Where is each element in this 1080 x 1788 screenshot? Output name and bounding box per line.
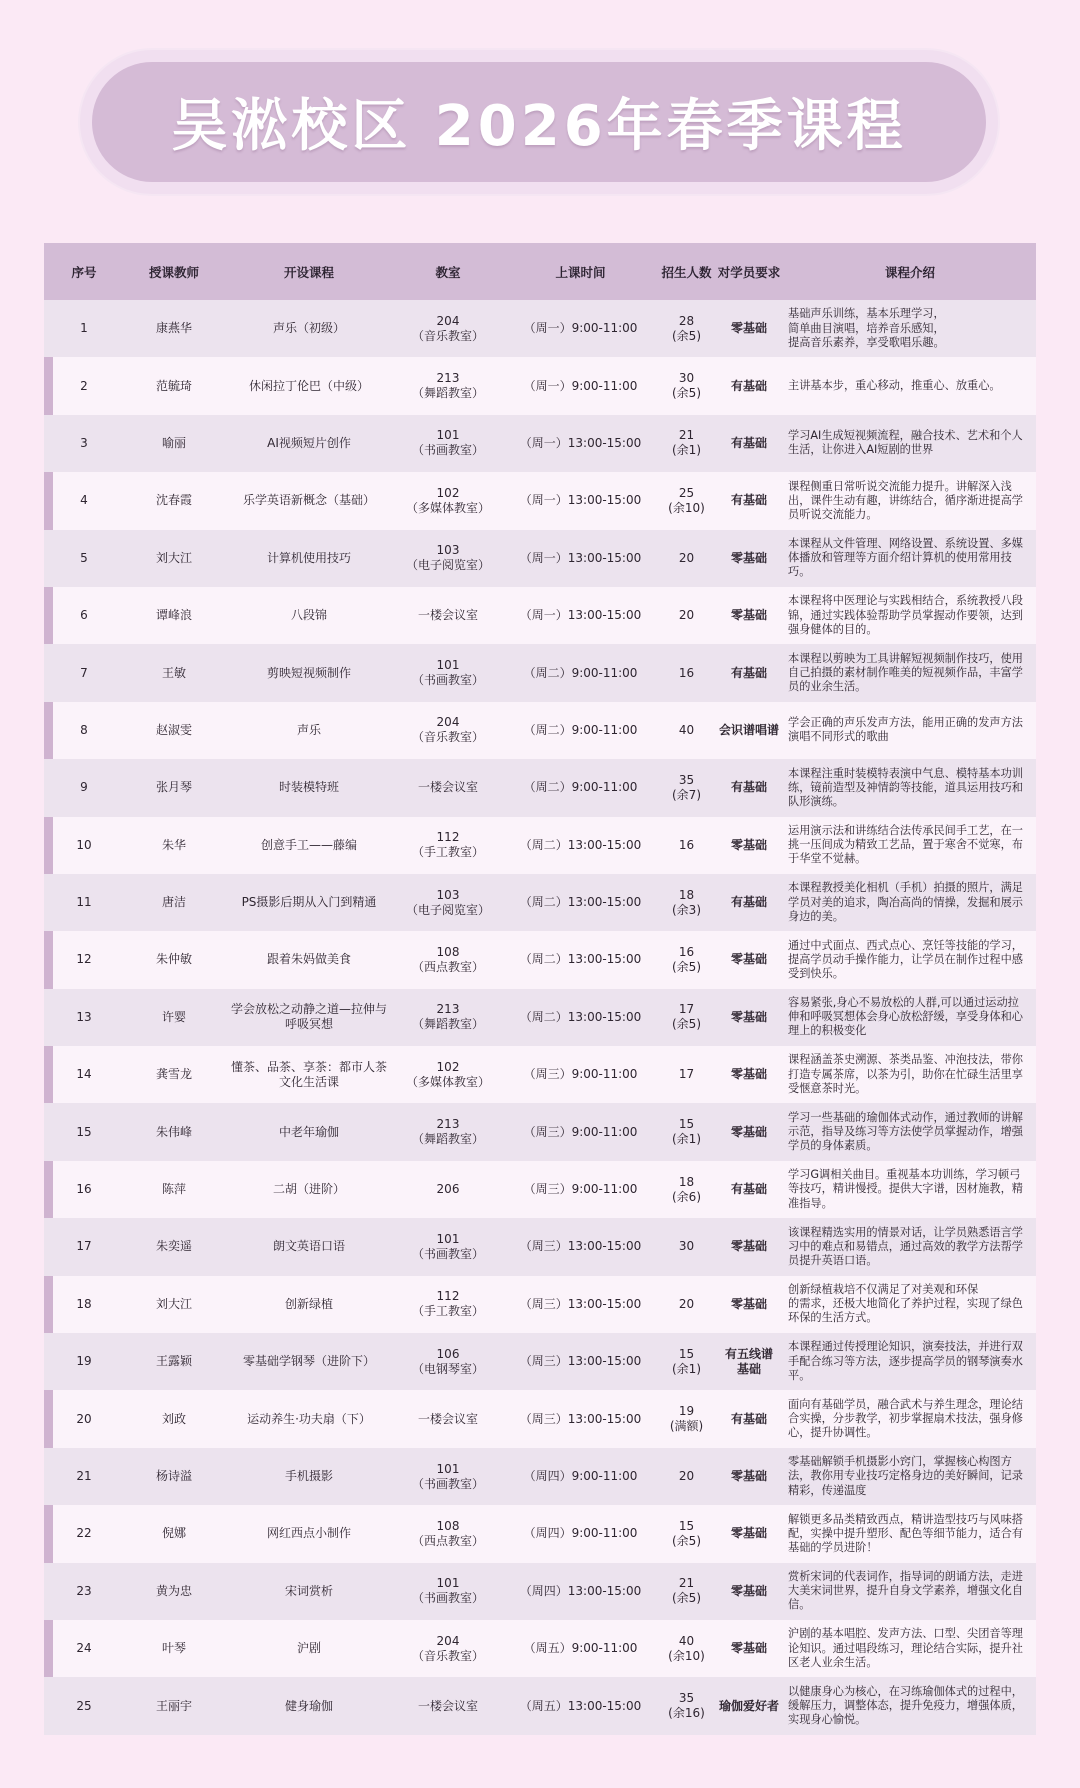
cell-no: 16 [76, 1182, 92, 1197]
cell-room: 106 （电钢琴室） [411, 1346, 484, 1376]
cell-room: 112 （手工教室） [411, 1289, 484, 1319]
cell-time: （周一）9:00-11:00 [523, 321, 638, 336]
cell-time: （周四）9:00-11:00 [523, 1526, 638, 1541]
cell-intro: 创新绿植栽培不仅满足了对美观和环保 的需求，还极大地简化了养护过程，实现了绿色环保的生活方式。 [788, 1283, 1023, 1325]
cell-quota: 21 (余5) [672, 1576, 701, 1606]
header-intro: 课程介绍 [884, 264, 935, 280]
cell-intro: 沪剧的基本唱腔、发声方法、口型、尖团音等理论知识。通过唱段练习，理论结合实际，提升社区老人业余生活。 [788, 1627, 1023, 1669]
cell-no: 9 [80, 780, 88, 795]
cell-room: 206 [436, 1182, 460, 1197]
cell-course: 计算机使用技巧 [266, 550, 351, 565]
cell-teacher: 龚雪龙 [155, 1067, 192, 1082]
cell-room: 213 （舞蹈教室） [411, 1002, 484, 1032]
cell-no: 1 [80, 321, 88, 336]
table-row [44, 357, 1036, 414]
table-row [44, 931, 1036, 988]
cell-teacher: 朱奕遥 [155, 1239, 192, 1254]
cell-quota: 15 (余5) [672, 1518, 701, 1548]
cell-quota: 20 [678, 608, 695, 623]
cell-intro: 课程涵盖茶史溯源、茶类品鉴、冲泡技法，带你打造专属茶席，以茶为引，助你在忙碌生活里享受惬意茶时光。 [788, 1053, 1023, 1095]
cell-room: 213 （舞蹈教室） [411, 1117, 484, 1147]
cell-course: 网红西点小制作 [266, 1526, 351, 1541]
table-row [44, 1620, 1036, 1677]
cell-teacher: 张月琴 [155, 780, 192, 795]
cell-teacher: 杨诗溢 [155, 1469, 192, 1483]
cell-room: 101 （书画教室） [411, 1576, 484, 1606]
cell-requirement: 有基础 [730, 1182, 767, 1197]
cell-quota: 25 (余10) [668, 485, 705, 515]
cell-requirement: 有基础 [730, 780, 767, 795]
cell-quota: 18 (余3) [672, 887, 701, 917]
cell-requirement: 有基础 [730, 1411, 767, 1426]
cell-room: 103 （电子阅览室） [405, 543, 490, 573]
cell-course: 声乐（初级） [272, 321, 345, 336]
cell-requirement: 零基础 [730, 1067, 767, 1082]
table-row [44, 1103, 1036, 1160]
cell-time: （周四）9:00-11:00 [523, 1469, 638, 1483]
cell-teacher: 沈春霞 [155, 493, 192, 508]
cell-time: （周二）13:00-15:00 [519, 952, 642, 967]
cell-course: 学会放松之动静之道—拉伸与呼吸冥想 [230, 1002, 387, 1032]
cell-teacher: 许婴 [161, 1009, 186, 1024]
cell-course: PS摄影后期从入门到精通 [241, 895, 377, 910]
cell-no: 20 [76, 1411, 92, 1426]
cell-intro: 学习一些基础的瑜伽体式动作，通过教师的讲解示范，指导及练习等方法使学员掌握动作，增强学员的身体素质。 [788, 1110, 1023, 1153]
cell-time: （周一）13:00-15:00 [519, 435, 642, 450]
cell-room: 108 （西点教室） [411, 944, 484, 974]
cell-time: （周二）9:00-11:00 [523, 780, 638, 795]
cell-requirement: 零基础 [730, 1239, 767, 1254]
cell-teacher: 朱华 [161, 837, 186, 852]
cell-room: 103 （电子阅览室） [405, 887, 490, 917]
cell-no: 15 [76, 1124, 92, 1139]
cell-intro: 以健康身心为核心，在习练瑜伽体式的过程中，缓解压力，调整体态，提升免疫力，增强体质，实现身心愉悦。 [788, 1684, 1023, 1727]
cell-intro: 零基础解锁手机摄影小窍门，掌握核心构图方法，教你用专业技巧定格身边的美好瞬间，记录精彩，传递温度 [788, 1455, 1023, 1497]
cell-course: 运动养生·功夫扇（下） [247, 1411, 371, 1426]
cell-teacher: 王丽宇 [155, 1698, 192, 1713]
cell-quota: 16 [678, 837, 695, 852]
cell-requirement: 零基础 [730, 321, 767, 336]
header-teacher: 授课教师 [148, 264, 199, 280]
cell-intro: 解锁更多品类精致西点，精讲造型技巧与风味搭配，实操中提升塑形、配色等细节能力，适合有基础的学员进阶！ [788, 1512, 1023, 1554]
cell-teacher: 康燕华 [155, 321, 192, 336]
title-banner [92, 62, 986, 182]
table-row [44, 702, 1036, 759]
row-accent-bar [44, 587, 53, 644]
cell-room: 一楼会议室 [417, 780, 478, 795]
cell-room: 204 （音乐教室） [411, 313, 484, 343]
cell-time: （周五）9:00-11:00 [523, 1641, 638, 1656]
cell-quota: 30 (余5) [672, 371, 701, 401]
cell-time: （周五）13:00-15:00 [519, 1698, 642, 1713]
table-row [44, 874, 1036, 931]
cell-no: 10 [76, 837, 92, 852]
header-room: 教室 [435, 264, 461, 280]
cell-teacher: 喻丽 [161, 435, 186, 450]
cell-room: 204 （音乐教室） [411, 715, 484, 745]
table-row [44, 1563, 1036, 1620]
cell-requirement: 零基础 [730, 837, 767, 852]
cell-course: 手机摄影 [284, 1469, 333, 1483]
cell-teacher: 范毓琦 [155, 378, 192, 393]
row-accent-bar [44, 931, 53, 988]
cell-room: 一楼会议室 [417, 608, 478, 623]
cell-requirement: 有五线谱 基础 [724, 1346, 773, 1376]
table-row [44, 1390, 1036, 1447]
table-row [44, 817, 1036, 874]
cell-intro: 运用演示法和讲练结合法传承民间手工艺，在一挑一压间成为精致工艺品，置于寒舍不觉寒，布于华堂不觉赫。 [788, 823, 1023, 866]
cell-intro: 本课程以剪映为工具讲解短视频制作技巧，使用自己拍摄的素材制作唯美的短视频作品，丰富学员的业余生活。 [788, 651, 1023, 694]
cell-room: 204 （音乐教室） [411, 1633, 484, 1663]
cell-no: 4 [80, 493, 88, 508]
cell-no: 19 [76, 1354, 92, 1369]
cell-intro: 通过中式面点、西式点心、烹饪等技能的学习，提高学员动手操作能力，让学员在制作过程中感受到快乐。 [788, 938, 1023, 981]
cell-time: （周一）9:00-11:00 [523, 378, 638, 393]
cell-time: （周二）9:00-11:00 [523, 722, 638, 737]
page-title: 吴淞校区 2026年春季课程 [171, 94, 907, 159]
cell-intro: 基础声乐训练，基本乐理学习， 简单曲目演唱，培养音乐感知， 提高音乐素养，享受歌唱乐趣。 [788, 307, 945, 349]
table-row [44, 1046, 1036, 1103]
cell-no: 8 [80, 722, 88, 737]
cell-no: 17 [76, 1239, 92, 1254]
cell-quota: 19 (满额) [669, 1404, 704, 1434]
cell-teacher: 朱伟峰 [155, 1124, 192, 1139]
table-row [44, 1218, 1036, 1275]
cell-course: 朗文英语口语 [272, 1239, 345, 1254]
cell-quota: 35 (余16) [668, 1691, 705, 1721]
cell-quota: 40 [678, 722, 695, 737]
row-accent-bar [44, 472, 53, 529]
cell-no: 22 [76, 1526, 92, 1541]
cell-teacher: 唐洁 [161, 895, 186, 910]
cell-quota: 17 [678, 1067, 695, 1082]
table-row [44, 1505, 1036, 1562]
table-row [44, 644, 1036, 701]
row-accent-bar [44, 1276, 53, 1333]
cell-teacher: 黄为忠 [155, 1583, 192, 1598]
cell-teacher: 刘大江 [155, 1296, 192, 1311]
cell-no: 11 [76, 895, 92, 910]
header-time: 上课时间 [555, 264, 606, 280]
cell-time: （周四）13:00-15:00 [519, 1583, 642, 1598]
cell-intro: 课程侧重日常听说交流能力提升。讲解深入浅出，课件生动有趣，讲练结合，循序渐进提高学员听说交流能力。 [788, 479, 1023, 521]
cell-course: AI视频短片创作 [267, 435, 351, 450]
cell-no: 14 [76, 1067, 92, 1082]
row-accent-bar [44, 1620, 53, 1677]
cell-course: 创意手工——藤编 [260, 837, 357, 852]
cell-course: 声乐 [296, 722, 321, 737]
cell-room: 一楼会议室 [417, 1411, 478, 1426]
cell-room: 112 （手工教室） [411, 830, 484, 860]
cell-quota: 18 (余6) [672, 1174, 701, 1204]
cell-requirement: 有基础 [730, 665, 767, 680]
cell-room: 213 （舞蹈教室） [411, 371, 484, 401]
cell-intro: 本课程从文件管理、网络设置、系统设置、多媒体播放和管理等方面介绍计算机的使用常用技巧。 [788, 536, 1023, 579]
cell-no: 24 [76, 1641, 92, 1656]
cell-time: （周二）9:00-11:00 [523, 665, 638, 680]
row-accent-bar [44, 1046, 53, 1103]
row-accent-bar [44, 1390, 53, 1447]
table-row [44, 1333, 1036, 1390]
table-row [44, 1161, 1036, 1218]
cell-requirement: 有基础 [730, 493, 767, 508]
cell-no: 6 [80, 608, 88, 623]
cell-time: （周二）13:00-15:00 [519, 1009, 642, 1024]
cell-course: 二胡（进阶） [272, 1182, 345, 1197]
table-row [44, 587, 1036, 644]
cell-requirement: 零基础 [730, 1124, 767, 1139]
cell-course: 零基础学钢琴（进阶下） [242, 1354, 375, 1369]
cell-quota: 20 [678, 550, 695, 565]
cell-quota: 40 (余10) [668, 1633, 705, 1663]
cell-requirement: 零基础 [730, 1526, 767, 1541]
cell-time: （周三）13:00-15:00 [519, 1411, 642, 1426]
cell-teacher: 王敏 [161, 665, 186, 680]
table-body [44, 300, 1036, 1735]
cell-room: 101 （书画教室） [411, 1231, 484, 1261]
cell-course: 乐学英语新概念（基础） [242, 493, 375, 508]
cell-quota: 15 (余1) [672, 1346, 701, 1376]
cell-intro: 本课程教授美化相机（手机）拍摄的照片，满足学员对美的追求，陶冶高尚的情操，发掘和展示身边的美。 [788, 881, 1023, 923]
cell-course: 休闲拉丁伦巴（中级） [248, 378, 369, 393]
cell-requirement: 零基础 [730, 1296, 767, 1311]
cell-room: 108 （西点教室） [411, 1518, 484, 1548]
cell-no: 18 [76, 1296, 92, 1311]
table-row [44, 1677, 1036, 1734]
table-row [44, 300, 1036, 357]
table-row [44, 1276, 1036, 1333]
table-row [44, 415, 1036, 472]
table-row [44, 759, 1036, 816]
cell-course: 宋词赏析 [284, 1583, 333, 1598]
cell-time: （周一）13:00-15:00 [519, 608, 642, 623]
row-accent-bar [44, 817, 53, 874]
cell-course: 时装模特班 [278, 780, 339, 795]
cell-requirement: 零基础 [730, 1583, 767, 1598]
cell-requirement: 有基础 [730, 895, 767, 910]
cell-room: 101 （书画教室） [411, 658, 484, 688]
cell-time: （周三）9:00-11:00 [523, 1067, 638, 1082]
cell-intro: 本课程通过传授理论知识，演奏技法，并进行双手配合练习等方法，逐步提高学员的钢琴演奏水平。 [788, 1340, 1023, 1382]
row-accent-bar [44, 702, 53, 759]
cell-intro: 学会正确的声乐发声方法，能用正确的发声方法演唱不同形式的歌曲 [788, 716, 1023, 744]
cell-teacher: 朱仲敏 [155, 952, 192, 967]
header-requirement: 对学员要求 [717, 264, 781, 280]
cell-requirement: 零基础 [730, 952, 767, 967]
cell-teacher: 刘政 [161, 1411, 186, 1426]
cell-time: （周三）9:00-11:00 [523, 1124, 638, 1139]
cell-intro: 本课程将中医理论与实践相结合，系统教授八段锦，通过实践体验帮助学员掌握动作要领，达到强身健体的目的。 [788, 594, 1023, 636]
table-row [44, 472, 1036, 529]
cell-quota: 35 (余7) [672, 772, 701, 802]
cell-no: 13 [76, 1009, 92, 1024]
cell-no: 12 [76, 952, 92, 967]
cell-requirement: 有基础 [730, 378, 767, 393]
cell-requirement: 瑜伽爱好者 [718, 1698, 779, 1713]
cell-requirement: 零基础 [730, 1641, 767, 1656]
cell-intro: 面向有基础学员，融合武术与养生理念，理论结合实操，分步教学，初步掌握扇术技法，强身修心，提升协调性。 [788, 1397, 1023, 1440]
cell-quota: 15 (余1) [672, 1117, 701, 1147]
cell-teacher: 刘大江 [155, 550, 192, 565]
cell-time: （周三）13:00-15:00 [519, 1354, 642, 1369]
cell-course: 跟着朱妈做美食 [266, 952, 351, 967]
cell-teacher: 叶琴 [161, 1641, 186, 1656]
cell-quota: 21 (余1) [672, 428, 701, 458]
cell-requirement: 有基础 [730, 435, 767, 450]
course-table [44, 243, 1036, 1735]
table-row [44, 989, 1036, 1046]
cell-intro: 本课程注重时装模特表演中气息、模特基本功训练，镜前造型及神情韵等技能，道具运用技巧和队形演练。 [788, 766, 1023, 808]
cell-quota: 17 (余5) [672, 1002, 701, 1032]
row-accent-bar [44, 357, 53, 414]
cell-intro: 容易紧张,身心不易放松的人群,可以通过运动拉伸和呼吸冥想体会身心放松舒缓，享受身体和心理上的积极变化 [788, 996, 1023, 1038]
cell-no: 25 [76, 1698, 92, 1713]
cell-quota: 20 [678, 1469, 695, 1483]
row-accent-bar [44, 1161, 53, 1218]
cell-requirement: 零基础 [730, 1009, 767, 1024]
cell-course: 懂茶、品茶、享茶：都市人茶文化生活课 [230, 1059, 387, 1089]
cell-quota: 28 (余5) [672, 313, 701, 343]
cell-course: 沪剧 [296, 1641, 321, 1656]
cell-teacher: 谭峰浪 [155, 608, 192, 623]
cell-requirement: 零基础 [730, 1469, 767, 1483]
cell-no: 3 [80, 435, 88, 450]
table-row [44, 530, 1036, 587]
cell-quota: 16 [678, 665, 695, 680]
cell-quota: 20 [678, 1296, 695, 1311]
cell-room: 102 （多媒体教室） [405, 485, 490, 515]
header-no: 序号 [71, 264, 97, 280]
cell-time: （周一）13:00-15:00 [519, 550, 642, 565]
cell-course: 创新绿植 [284, 1296, 333, 1311]
cell-teacher: 陈萍 [161, 1182, 186, 1197]
cell-time: （周二）13:00-15:00 [519, 895, 642, 910]
cell-time: （周三）13:00-15:00 [519, 1239, 642, 1254]
cell-requirement: 零基础 [730, 608, 767, 623]
cell-requirement: 零基础 [730, 550, 767, 565]
cell-no: 2 [80, 378, 88, 393]
cell-course: 八段锦 [290, 608, 327, 623]
cell-course: 剪映短视频制作 [266, 665, 351, 680]
cell-teacher: 倪娜 [161, 1526, 186, 1541]
cell-teacher: 赵淑雯 [155, 722, 192, 737]
cell-time: （周三）13:00-15:00 [519, 1296, 642, 1311]
cell-quota: 16 (余5) [672, 944, 701, 974]
cell-room: 102 （多媒体教室） [405, 1059, 490, 1089]
row-accent-bar [44, 1505, 53, 1562]
cell-intro: 该课程精选实用的情景对话，让学员熟悉语言学习中的难点和易错点，通过高效的教学方法帮学员提升英语口语。 [788, 1225, 1023, 1268]
cell-intro: 学习G调相关曲目。重视基本功训练，学习顿弓等技巧，精讲慢授。提供大字谱，因材施教，精准指导。 [788, 1168, 1023, 1210]
cell-intro: 主讲基本步，重心移动，推重心、放重心。 [788, 378, 1001, 392]
cell-course: 健身瑜伽 [284, 1698, 333, 1713]
cell-teacher: 王露颖 [155, 1354, 192, 1369]
cell-intro: 学习AI生成短视频流程，融合技术、艺术和个人生活，让你进入AI短剧的世界 [788, 429, 1023, 457]
cell-intro: 赏析宋词的代表词作，指导词的朗诵方法，走进大美宋词世界，提升自身文学素养，增强文化自信。 [788, 1569, 1023, 1612]
header-quota: 招生人数 [661, 264, 712, 280]
table-header [44, 243, 1036, 300]
cell-quota: 30 [678, 1239, 695, 1254]
table-row [44, 1448, 1036, 1505]
cell-time: （周一）13:00-15:00 [519, 493, 642, 508]
cell-time: （周三）9:00-11:00 [523, 1182, 638, 1197]
cell-room: 101 （书画教室） [411, 1461, 484, 1491]
cell-no: 5 [80, 550, 88, 565]
header-course: 开设课程 [283, 264, 334, 280]
cell-no: 23 [76, 1583, 92, 1598]
cell-requirement: 会识谱唱谱 [718, 722, 779, 737]
cell-course: 中老年瑜伽 [278, 1124, 339, 1139]
cell-no: 21 [76, 1469, 92, 1483]
cell-room: 101 （书画教室） [411, 428, 484, 458]
cell-no: 7 [80, 665, 88, 680]
cell-room: 一楼会议室 [417, 1698, 478, 1713]
cell-time: （周二）13:00-15:00 [519, 837, 642, 852]
